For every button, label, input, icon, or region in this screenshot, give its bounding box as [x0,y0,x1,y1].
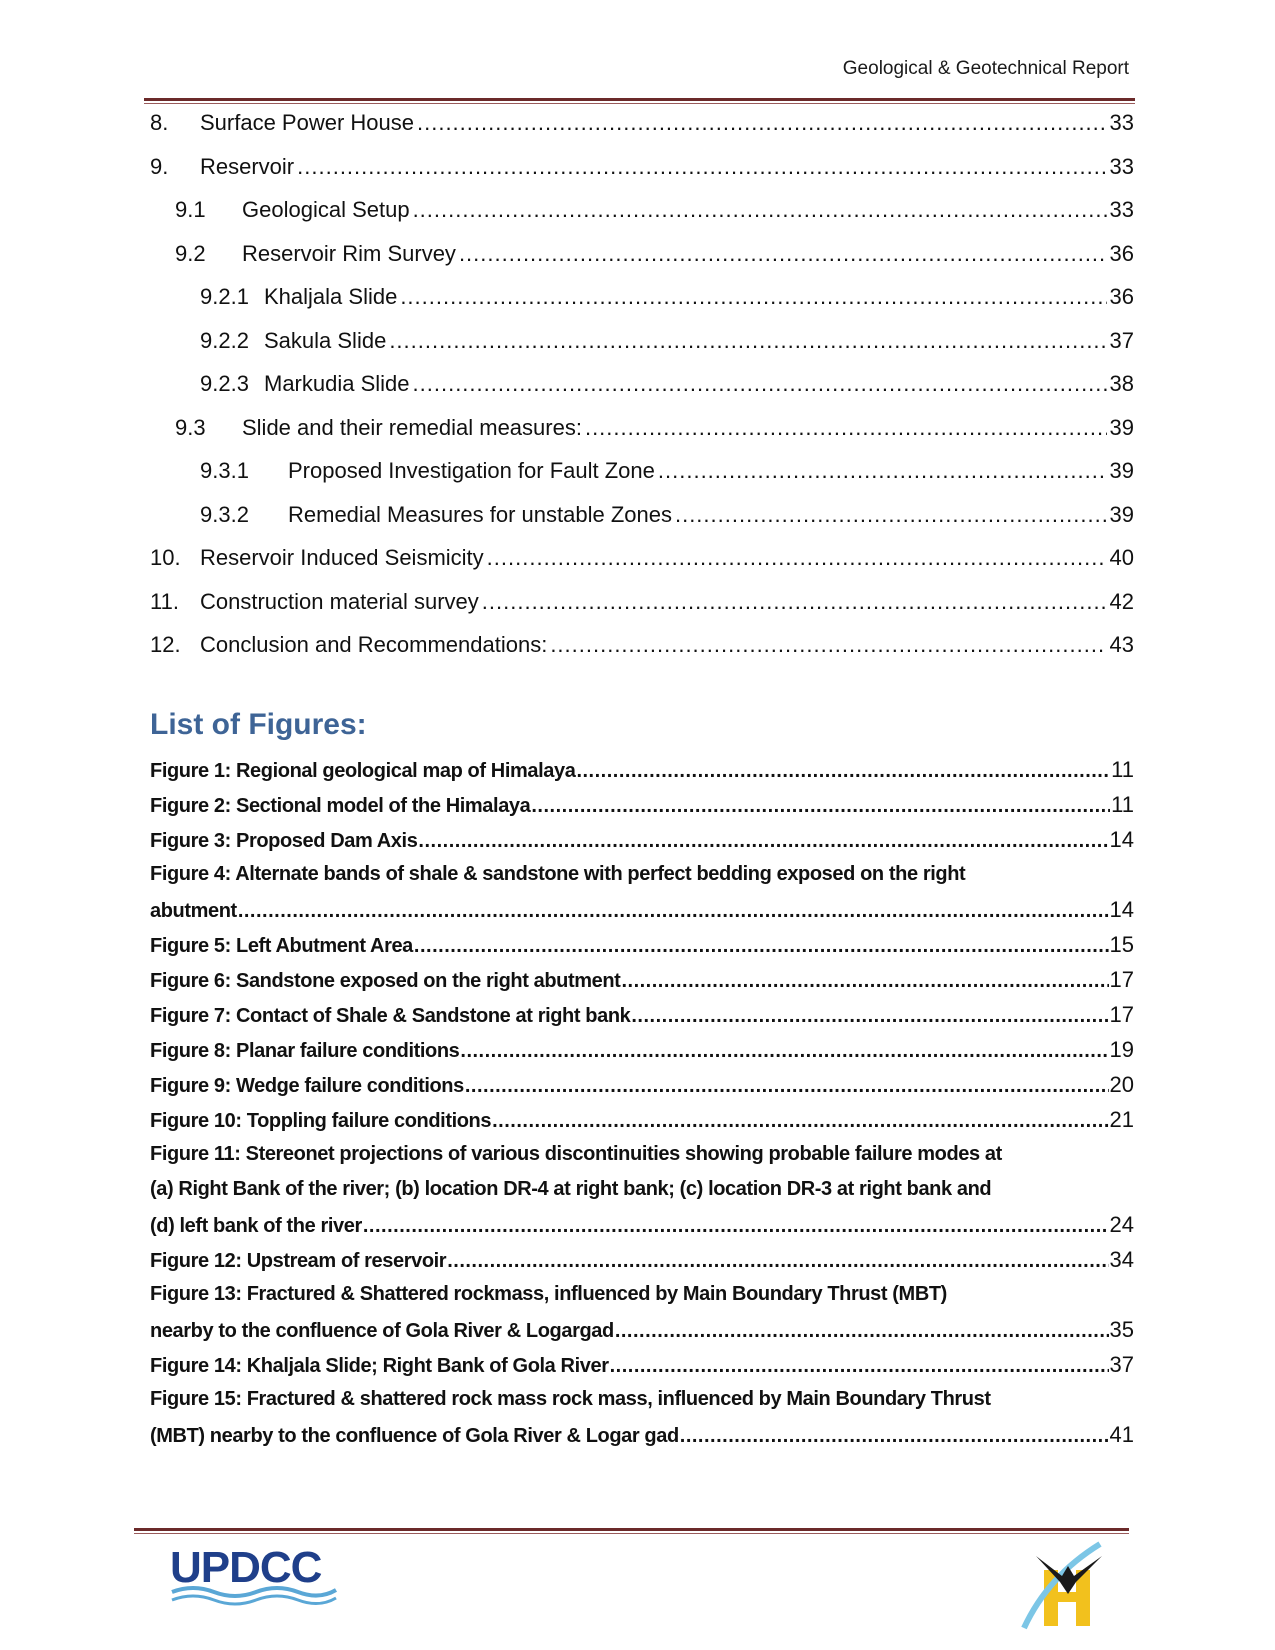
toc-entry-page: 36 [1109,240,1134,266]
toc-entry-number: 11. [150,588,179,614]
toc-entry-title: Reservoir [200,153,295,179]
figure-entry[interactable] [150,997,1134,1032]
toc-entry[interactable] [150,545,1134,589]
toc-entry-page: 43 [1109,632,1134,657]
toc-entry-page: 37 [1109,327,1134,353]
dot-leader [418,824,1108,859]
dot-leader [482,589,1107,615]
toc-entry-title: Sakula Slide [264,327,387,353]
toc-entry[interactable] [150,241,1134,285]
figure-page: 19 [1109,1037,1134,1062]
list-of-figures-heading: List of Figures: [150,708,367,741]
figure-caption-line: Figure 15: Fractured & shattered rock mass rock mass, influenced by Main Boundary Thrust [150,1388,991,1410]
table-of-contents [150,110,1134,676]
running-header: Geological & Geotechnical Report [842,58,1129,79]
toc-entry-number: 8. [150,110,169,135]
dot-leader [413,197,1107,223]
figure-page: 14 [1109,827,1134,852]
dot-leader [576,754,1110,789]
footer-rule-thin [134,1533,1129,1534]
toc-entry[interactable] [150,328,1134,372]
figure-page: 11 [1111,757,1134,782]
figure-entry[interactable] [150,822,1134,857]
dot-leader [621,964,1108,999]
figure-page: 34 [1109,1247,1134,1272]
header-rule [144,98,1135,101]
toc-entry-page: 36 [1109,284,1134,309]
dot-leader [297,154,1106,180]
toc-entry-page: 42 [1109,588,1134,614]
toc-entry-page: 39 [1109,414,1134,440]
figure-entry[interactable] [150,1347,1134,1382]
toc-entry-number: 9.3.2 [200,501,249,527]
toc-entry[interactable] [150,284,1134,328]
figure-caption: nearby to the confluence of Gola River & Logargad [150,1320,614,1342]
dot-leader [417,110,1107,136]
toc-entry[interactable] [150,589,1134,633]
figure-entry[interactable] [150,787,1134,822]
figure-entry[interactable] [150,1032,1134,1067]
figure-page: 21 [1109,1107,1134,1132]
toc-entry[interactable] [150,154,1134,198]
figure-entry[interactable] [150,1277,1134,1347]
figure-page: 37 [1109,1352,1134,1377]
dot-leader [585,415,1107,441]
toc-entry-title: Khaljala Slide [264,284,398,309]
dot-leader [400,284,1106,310]
toc-entry-number: 12. [150,632,181,657]
figure-page: 24 [1109,1212,1134,1237]
figure-entry[interactable] [150,962,1134,997]
figure-page: 17 [1109,1002,1134,1027]
figure-caption-line: Figure 11: Stereonet projections of various discontinuities showing probable failure modes at [150,1143,1002,1165]
dot-leader [492,1104,1108,1139]
figure-caption: Figure 8: Planar failure conditions [150,1040,460,1062]
dot-leader [680,1419,1109,1454]
dot-leader [413,371,1107,397]
toc-entry-number: 9.2 [175,240,206,266]
figure-caption-line: Figure 13: Fractured & Shattered rockmass, influenced by Main Boundary Thrust (MBT) [150,1283,947,1305]
toc-entry-number: 10. [150,545,181,570]
figure-caption: Figure 9: Wedge failure conditions [150,1075,464,1097]
toc-entry[interactable] [150,458,1134,502]
toc-entry-page: 33 [1109,153,1134,179]
figure-page: 35 [1109,1317,1134,1342]
figure-entry[interactable] [150,1242,1134,1277]
figure-caption: Figure 6: Sandstone exposed on the right abutment [150,970,621,992]
toc-entry-number: 9.3.1 [200,458,249,483]
figure-entry[interactable] [150,927,1134,962]
figure-caption: (d) left bank of the river [150,1215,362,1237]
toc-entry-title: Markudia Slide [264,371,410,396]
figure-caption: Figure 2: Sectional model of the Himalaya [150,795,531,817]
figure-caption-line: Figure 4: Alternate bands of shale & sandstone with perfect bedding exposed on the right [150,863,966,885]
dot-leader [631,999,1108,1034]
figure-page: 20 [1109,1072,1134,1097]
figure-entry[interactable] [150,1382,1134,1452]
dot-leader [675,502,1107,528]
toc-entry-title: Slide and their remedial measures: [242,414,582,440]
figure-caption: Figure 12: Upstream of reservoir [150,1250,447,1272]
figure-caption-line: (a) Right Bank of the river; (b) location DR-4 at right bank; (c) location DR-3 at right bank and [150,1178,992,1200]
toc-entry[interactable] [150,197,1134,241]
eagle-h-logo-icon [1018,1536,1118,1636]
toc-entry-page: 33 [1109,110,1134,135]
figure-page: 14 [1109,897,1134,922]
dot-leader [389,328,1106,354]
header-rule-thin [144,103,1135,104]
figure-caption: (MBT) nearby to the confluence of Gola River & Logar gad [150,1425,679,1447]
toc-entry[interactable] [150,110,1134,154]
toc-entry-page: 33 [1109,197,1134,222]
toc-entry-page: 39 [1109,458,1134,483]
toc-entry-title: Geological Setup [242,197,410,222]
figure-entry[interactable] [150,1102,1134,1137]
toc-entry[interactable] [150,502,1134,546]
toc-entry-title: Surface Power House [200,110,414,135]
list-of-figures [150,752,1134,1452]
figure-caption: Figure 1: Regional geological map of Himalaya [150,760,576,782]
figure-entry[interactable] [150,1067,1134,1102]
figure-page: 41 [1109,1422,1134,1447]
dot-leader [550,632,1106,658]
figure-caption: Figure 3: Proposed Dam Axis [150,830,418,852]
toc-entry-number: 9.1 [175,197,206,222]
figure-caption: abutment [150,900,237,922]
updcc-logo-text: UPDCC [170,1543,322,1592]
toc-entry-title: Reservoir Rim Survey [242,240,456,266]
figure-page: 11 [1111,792,1134,817]
dot-leader [465,1069,1109,1104]
toc-entry-page: 40 [1109,545,1134,570]
toc-entry-title: Remedial Measures for unstable Zones [288,501,672,527]
dot-leader [459,241,1107,267]
toc-entry-title: Conclusion and Recommendations: [200,632,548,657]
figure-caption: Figure 10: Toppling failure conditions [150,1110,492,1132]
dot-leader [658,458,1107,484]
dot-leader [615,1314,1109,1349]
toc-entry-title: Reservoir Induced Seismicity [200,545,484,570]
toc-entry-number: 9.3 [175,414,206,440]
toc-entry[interactable] [150,371,1134,415]
toc-entry-page: 38 [1109,371,1134,396]
toc-entry-title: Proposed Investigation for Fault Zone [288,458,655,483]
figure-caption: Figure 5: Left Abutment Area [150,935,413,957]
figure-page: 15 [1109,932,1134,957]
figure-caption: Figure 14: Khaljala Slide; Right Bank of Gola River [150,1355,609,1377]
dot-leader [531,789,1110,824]
updcc-logo [168,1540,338,1610]
dot-leader [414,929,1109,964]
dot-leader [610,1349,1109,1384]
footer-rule [134,1528,1129,1531]
toc-entry-number: 9. [150,153,169,179]
dot-leader [487,545,1107,571]
figure-entry[interactable] [150,857,1134,927]
dot-leader [460,1034,1108,1069]
toc-entry[interactable] [150,415,1134,459]
toc-entry-number: 9.2.1 [200,284,249,309]
dot-leader [238,894,1109,929]
toc-entry-page: 39 [1109,501,1134,527]
figure-entry[interactable] [150,752,1134,787]
toc-entry[interactable] [150,632,1134,676]
dot-leader [363,1209,1109,1244]
figure-page: 17 [1109,967,1134,992]
figure-entry[interactable] [150,1137,1134,1242]
figure-caption: Figure 7: Contact of Shale & Sandstone at right bank [150,1005,631,1027]
dot-leader [447,1244,1108,1279]
toc-entry-number: 9.2.3 [200,371,249,396]
toc-entry-title: Construction material survey [200,588,479,614]
toc-entry-number: 9.2.2 [200,327,249,353]
